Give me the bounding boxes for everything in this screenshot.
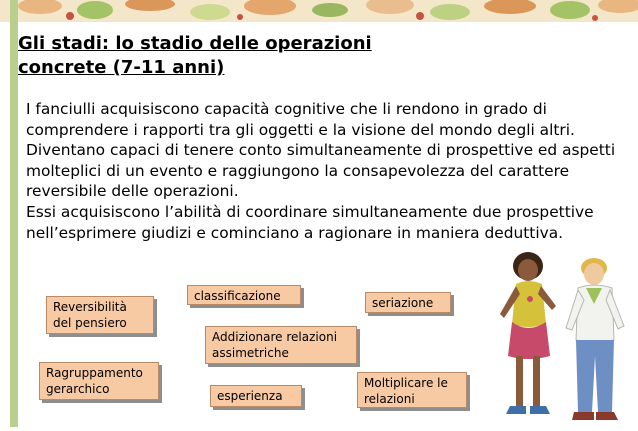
concept-reversibilita: Reversibilità del pensiero — [46, 296, 154, 334]
slide-title: Gli stadi: lo stadio delle operazioni concrete (7-11 anni) — [18, 33, 372, 78]
body-text — [26, 99, 616, 243]
accent-bar — [10, 0, 18, 427]
concept-moltiplicare-relazioni: Moltiplicare le relazioni — [357, 372, 467, 408]
concept-classificazione: classificazione — [187, 285, 301, 305]
concept-addizionare-relazioni: Addizionare relazioni assimetriche — [205, 326, 357, 364]
paragraph-1: I fanciulli acquisiscono capacità cognitive che li rendono in grado di comprendere i rapporti tra gli oggetti e la visione del mondo degli altri. Diventano capaci di tenere conto simultaneamente di prospettive ed aspetti molteplici di un evento e raggiungono la consapevolezza del carattere reversibile delle operazioni. — [26, 100, 616, 201]
children-illustration — [494, 244, 638, 427]
concept-esperienza: esperienza — [210, 385, 302, 407]
concept-ragruppamento: Ragruppamento gerarchico — [39, 362, 159, 400]
girl-figure — [500, 252, 556, 414]
paragraph-2: Essi acquisiscono l’abilità di coordinare simultaneamente due prospettive nell’esprimere giudizi e cominciano a ragionare in maniera deduttiva. — [26, 202, 594, 242]
concept-seriazione: seriazione — [365, 292, 451, 313]
decorative-leaf-banner — [0, 0, 638, 24]
boy-figure — [566, 258, 624, 420]
